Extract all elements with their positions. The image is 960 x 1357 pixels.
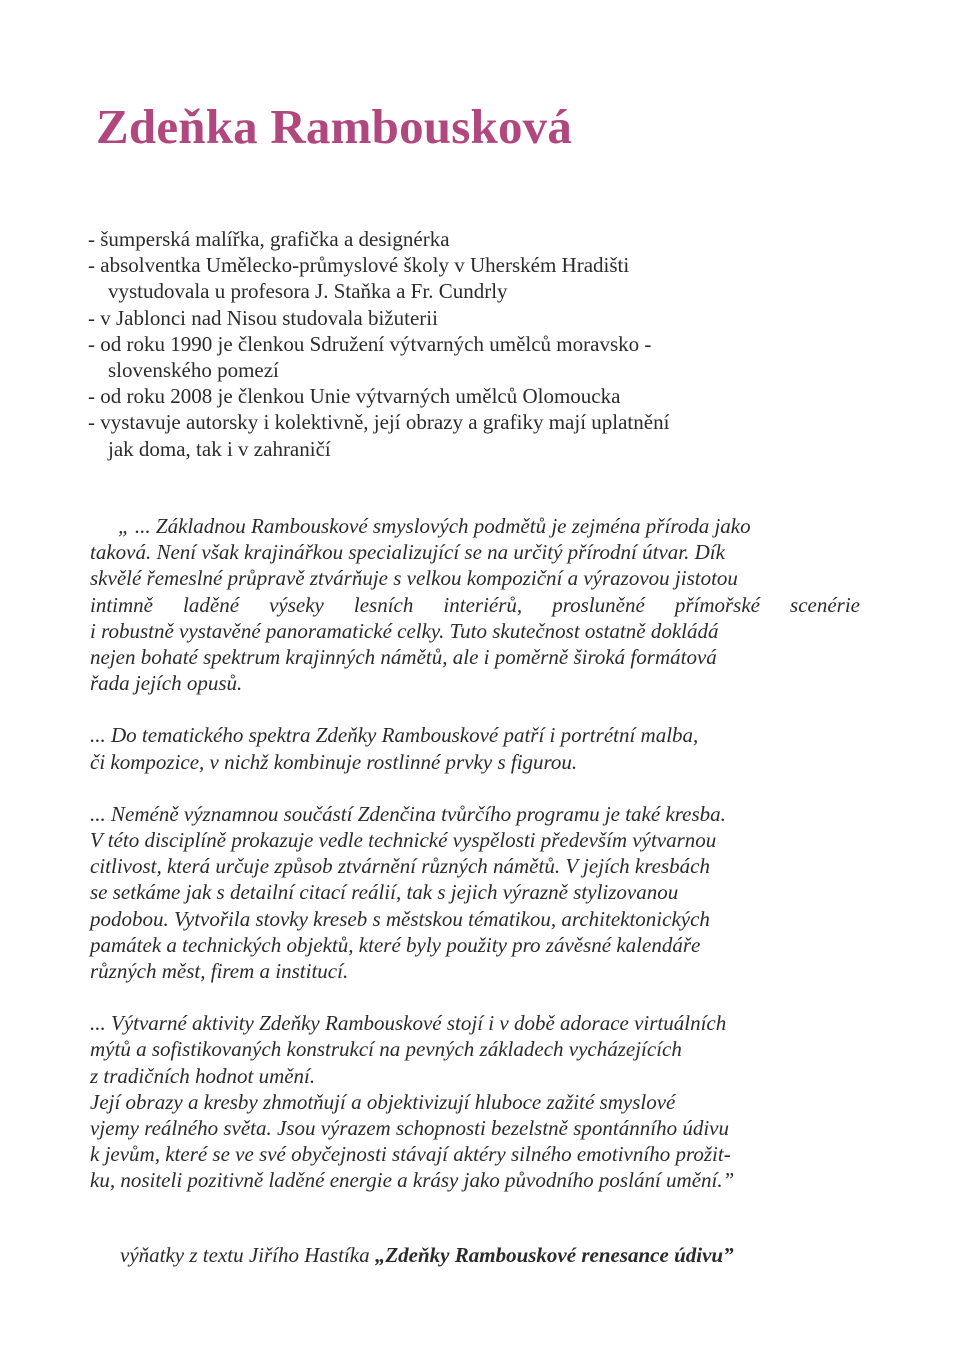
quote-line: ku, nositeli pozitivně laděné energie a krásy jako původního poslání umění.” [90,1168,735,1193]
quote-line: citlivost, která určuje způsob ztvárnění různých námětů. V jejích kresbách [90,854,710,879]
bio-line: - od roku 1990 je členkou Sdružení výtvarných umělců moravsko - [88,331,652,356]
source-prefix: výňatky z textu Jiřího Hastíka [120,1243,375,1267]
quote-paragraph [90,801,860,984]
quote-paragraph [90,1010,860,1089]
quote-line: V této disciplíně prokazuje vedle technické vyspělosti především výtvarnou [90,828,717,853]
quote-line: „ ... Základnou Rambouskové smyslových podmětů je zejména příroda jako [118,514,751,538]
quote-line: památek a technických objektů, které byly použity pro závěsné kalendáře [90,932,701,957]
bio-line: vystudovala u profesora J. Staňka a Fr. Cundrly [108,279,508,304]
quote-line: taková. Není však krajinářkou specializující se na určitý přírodní útvar. Dík [90,540,725,565]
quote-line: mýtů a sofistikovaných konstrukcí na pevných základech vycházejících [90,1037,682,1062]
quote-line: Její obrazy a kresby zhmotňují a objektivizují hluboce zažité smyslové [90,1089,676,1114]
quote-paragraph [90,1089,860,1194]
quote-line: z tradičních hodnot umění. [90,1063,316,1088]
quote-line: či kompozice, v nichž kombinuje rostlinné prvky s figurou. [90,749,578,774]
quote-paragraph [90,513,860,696]
bio-line: - od roku 2008 je členkou Unie výtvarných umělců Olomoucka [88,384,621,409]
biography-list [88,226,888,462]
page-title: Zdeňka Rambousková [96,99,573,154]
quote-line: podobou. Vytvořila stovky kreseb s městskou tématikou, architektonických [90,906,710,931]
quote-line: ... Do tematického spektra Zdeňky Rambouskové patří i portrétní malba, [90,723,699,748]
quote-line: intimně laděné výseky lesních interiérů, prosluněné přímořské scenérie [90,592,860,617]
bio-line: jak doma, tak i v zahraničí [108,436,331,461]
quote-source [120,1243,734,1268]
quote-line: ... Neméně významnou součástí Zdenčina tvůrčího programu je také kresba. [90,801,726,826]
quote-line: k jevům, které se ve své obyčejnosti stávají aktéry silného emotivního prožit- [90,1142,731,1167]
quote-line: i robustně vystavěné panoramatické celky. Tuto skutečnost ostatně dokládá [90,618,719,643]
bio-line: - vystavuje autorsky i kolektivně, její obrazy a grafiky mají uplatnění [88,410,670,435]
quote-line: se setkáme jak s detailní citací reálií, tak s jejich výrazně stylizovanou [90,880,679,905]
quote-line: ... Výtvarné aktivity Zdeňky Rambouskové stojí i v době adorace virtuálních [90,1011,727,1036]
quote-block [90,513,860,1194]
quote-line: skvělé řemeslné průpravě ztvárňuje s velkou kompoziční a výrazovou jistotou [90,566,738,591]
quote-line: různých měst, firem a institucí. [90,959,349,984]
quote-paragraph [90,722,860,774]
source-work-title: „Zdeňky Rambouskové renesance údivu” [374,1243,734,1267]
quote-line: nejen bohaté spektrum krajinných námětů, ale i poměrně široká formátová [90,645,717,670]
quote-line: řada jejích opusů. [90,671,243,696]
bio-line: - absolventka Umělecko-průmyslové školy v Uherském Hradišti [88,253,630,278]
quote-line: vjemy reálného světa. Jsou výrazem schopnosti bezelstně spontánního údivu [90,1116,730,1141]
bio-line: - šumperská malířka, grafička a designérka [88,227,450,251]
bio-line: - v Jablonci nad Nisou studovala bižuterii [88,305,438,330]
bio-line: slovenského pomezí [108,358,279,383]
